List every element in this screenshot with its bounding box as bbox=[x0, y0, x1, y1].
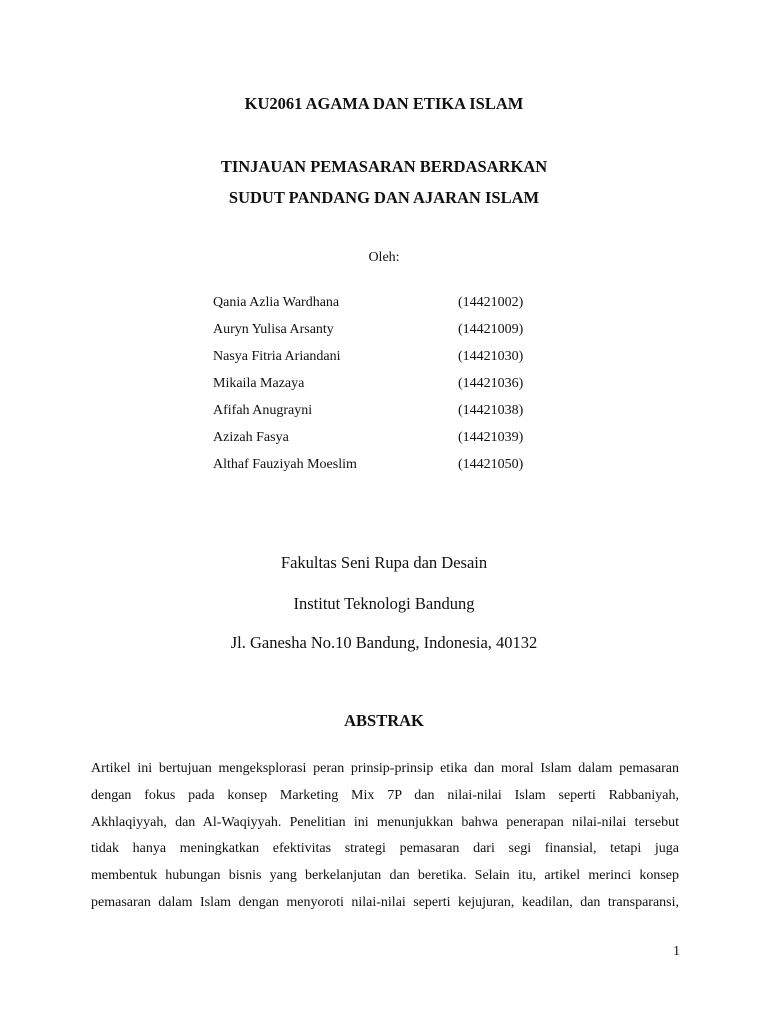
author-name: Qania Azlia Wardhana bbox=[213, 295, 340, 310]
abstract-line: Akhlaqiyyah, dan Al-Waqiyyah. Penelitian ini menunjukkan bahwa penerapan nilai-nilai tersebut bbox=[91, 814, 679, 830]
author-name: Althaf Fauziyah Moeslim bbox=[213, 457, 357, 472]
abstract-line: Artikel ini bertujuan mengeksplorasi peran prinsip-prinsip etika dan moral Islam dalam pemasaran bbox=[91, 761, 679, 776]
author-row bbox=[213, 457, 553, 484]
author-student-id: (14421039) bbox=[458, 430, 524, 445]
author-student-id: (14421009) bbox=[458, 322, 524, 337]
author-label: Oleh: bbox=[368, 250, 400, 265]
author-student-id: (14421030) bbox=[458, 349, 524, 364]
author-student-id: (14421036) bbox=[458, 376, 524, 391]
author-row bbox=[213, 376, 553, 403]
author-name: Azizah Fasya bbox=[213, 430, 289, 445]
author-name: Auryn Yulisa Arsanty bbox=[213, 322, 334, 337]
faculty-name: Fakultas Seni Rupa dan Desain bbox=[280, 553, 488, 572]
institution-address: Jl. Ganesha No.10 Bandung, Indonesia, 40132 bbox=[230, 633, 538, 652]
author-row bbox=[213, 349, 553, 376]
author-student-id: (14421038) bbox=[458, 403, 524, 418]
abstract-paragraph bbox=[91, 756, 679, 917]
author-row bbox=[213, 430, 553, 457]
abstract-line: dengan fokus pada konsep Marketing Mix 7P dan nilai-nilai Islam seperti Rabbaniyah, bbox=[91, 787, 679, 803]
author-row bbox=[213, 403, 553, 430]
abstract-line: tidak hanya meningkatkan efektivitas strategi pemasaran dari segi finansial, tetapi juga bbox=[91, 841, 679, 857]
author-name: Afifah Anugrayni bbox=[213, 403, 313, 418]
abstract-line: pemasaran dalam Islam dengan menyoroti nilai-nilai seperti kejujuran, keadilan, dan transparansi, bbox=[91, 894, 679, 910]
author-student-id: (14421050) bbox=[458, 457, 524, 472]
author-list bbox=[213, 295, 553, 484]
institution-name: Institut Teknologi Bandung bbox=[293, 594, 475, 613]
author-student-id: (14421002) bbox=[458, 295, 524, 310]
abstract-heading: ABSTRAK bbox=[344, 711, 424, 730]
author-name: Nasya Fitria Ariandani bbox=[213, 349, 341, 364]
page-number: 1 bbox=[673, 944, 680, 959]
author-name: Mikaila Mazaya bbox=[213, 376, 305, 391]
author-row bbox=[213, 322, 553, 349]
paper-title-line-2: SUDUT PANDANG DAN AJARAN ISLAM bbox=[228, 188, 540, 207]
paper-title-line-1: TINJAUAN PEMASARAN BERDASARKAN bbox=[220, 157, 548, 176]
abstract-line: membentuk hubungan bisnis yang berkelanjutan dan beretika. Selain itu, artikel merinci konsep bbox=[91, 868, 679, 884]
course-code-heading: KU2061 AGAMA DAN ETIKA ISLAM bbox=[244, 94, 524, 113]
author-row bbox=[213, 295, 553, 322]
